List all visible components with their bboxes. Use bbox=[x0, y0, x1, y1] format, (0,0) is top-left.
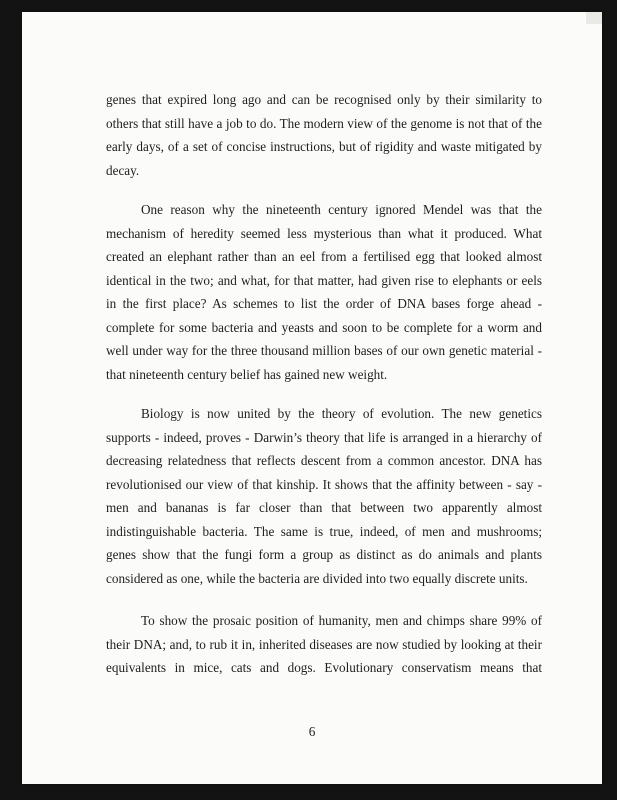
text-line: genes that expired long ago and can be recognised only by their similarity to bbox=[106, 92, 542, 107]
paragraph-3 bbox=[106, 402, 542, 590]
text-line: others that still have a job to do. The modern view of the genome is not that of the bbox=[106, 115, 542, 131]
text-line: genes show that the fungi form a group as distinct as do animals and plants bbox=[106, 547, 542, 562]
text-line: their DNA; and, to rub it in, inherited diseases are now studied by looking at their bbox=[106, 636, 542, 652]
text-line: supports - indeed, proves - Darwin’s theory that life is arranged in a hierarchy of bbox=[106, 429, 542, 445]
text-line: decreasing relatedness that reflects descent from a common ancestor. DNA has bbox=[106, 453, 542, 468]
text-line: early days, of a set of concise instructions, but of rigidity and waste mitigated by bbox=[106, 139, 542, 154]
text-line: men and bananas is far closer than that between two apparently almost bbox=[106, 500, 542, 515]
paragraph-4 bbox=[106, 609, 542, 680]
paragraph-1 bbox=[106, 88, 542, 182]
text-line: To show the prosaic position of humanity, men and chimps share 99% of bbox=[141, 613, 542, 628]
text-line: Biology is now united by the theory of evolution. The new genetics bbox=[141, 406, 542, 421]
document-page bbox=[22, 12, 602, 784]
text-line: indistinguishable bacteria. The same is true, indeed, of men and mushrooms; bbox=[106, 523, 542, 539]
text-line: in the first place? As schemes to list the order of DNA bases forge ahead - bbox=[106, 296, 542, 311]
text-line: considered as one, while the bacteria are divided into two equally discrete units. bbox=[106, 570, 528, 586]
text-line: created an elephant rather than an eel from a fertilised egg that looked almost bbox=[106, 249, 542, 264]
text-line: identical in the two; and what, for that matter, had given rise to elephants or eels bbox=[106, 272, 542, 288]
page-number: 6 bbox=[308, 724, 316, 739]
text-line: decay. bbox=[106, 162, 140, 178]
text-line: One reason why the nineteenth century ignored Mendel was that the bbox=[141, 202, 542, 217]
text-line: mechanism of heredity seemed less mysterious than what it produced. What bbox=[106, 225, 542, 241]
text-line: revolutionised our view of that kinship. It shows that the affinity between - say - bbox=[106, 476, 542, 492]
text-line: complete for some bacteria and yeasts and soon to be complete for a worm and bbox=[106, 319, 542, 335]
text-line: equivalents in mice, cats and dogs. Evolutionary conservatism means that bbox=[106, 660, 542, 675]
text-line: well under way for the three thousand million bases of our own genetic material - bbox=[106, 343, 542, 358]
paragraph-2 bbox=[106, 198, 542, 386]
text-line: that nineteenth century belief has gained new weight. bbox=[106, 366, 388, 382]
page-corner bbox=[586, 12, 602, 24]
